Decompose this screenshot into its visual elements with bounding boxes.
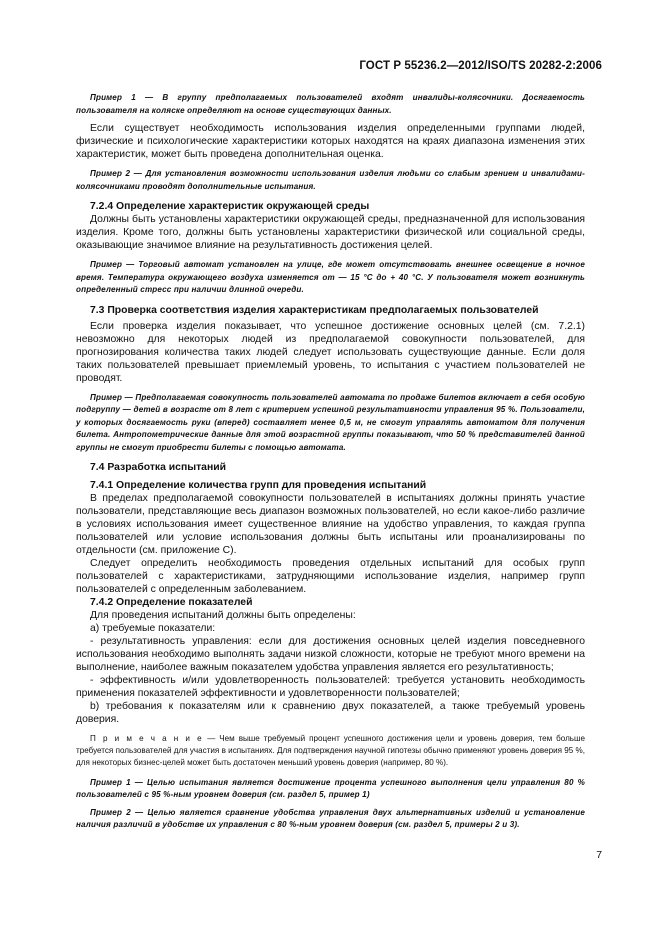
page-number: 7: [596, 850, 602, 861]
example-paragraph: Пример — Торговый автомат установлен на улице, где может отсутствовать внешнее освещение в ночное время. Температура окружающего воздуха изменяется от — 15 °С до + 40 °С. У пользователя может возникнуть определенный стресс при наличии длинной очереди.: [76, 260, 585, 294]
section-heading-7-4-1: 7.4.1 Определение количества групп для проведения испытаний: [90, 480, 427, 491]
section-heading-7-4: 7.4 Разработка испытаний: [90, 462, 227, 473]
example-paragraph: Пример — Предполагаемая совокупность пользователей автомата по продаже билетов включает в себя особую подгруппу — детей в возрасте от 8 лет с критерием успешной результативности управления 95 %. Пользователи, у которых досягаемость руки (вперед) составляет менее 0,5 м, не смогут управлять автоматом для получения билета. Антропометрические данные для этой возрастной группы показывают, что 50 % представителей данной группы не смогут приобрести билеты с помощью автомата.: [76, 392, 585, 452]
body-paragraph: В пределах предполагаемой совокупности пользователей в испытаниях должны принять участие пользователи, представляющие весь диапазон возможных пользователей, но если какое-либо различие в условиях использования имеет существенное влияние на удобство управления, то каждая группа пользователей или условие использования должны быть испытаны или проанализированы по отдельности (см. приложение С).: [76, 493, 585, 556]
list-item: - результативность управления: если для достижения основных целей изделия повседневного использования необходимо выполнять задачи низкой сложности, которые не требуют много времени на выполнение, наиболее важным показателем удобства управления является его результативность;: [76, 636, 585, 673]
note-text: — Чем выше требуемый процент успешного достижения цели и уровень доверия, тем больше требуется пользователей для участия в испытаниях. Для подтверждения научной гипотезы обычно применяют уровень доверия 95 %, для некоторых бизнес-целей может быть достаточен меньший уровень доверия (например, 80 %).: [76, 734, 585, 768]
body-paragraph: Должны быть установлены характеристики окружающей среды, предназначенной для использования изделия. Кроме того, должны быть установлены характеристики физической или социальной среды, оказывающие значимое влияние на результативность достижения целей.: [76, 214, 585, 251]
body-paragraph: Для проведения испытаний должны быть определены:: [90, 610, 356, 621]
example-paragraph: Пример 1 — В группу предполагаемых пользователей входят инвалиды-колясочники. Досягаемость пользователя на коляске определяют на основе существующих данных.: [76, 93, 585, 115]
note-label: П р и м е ч а н и е: [90, 734, 204, 743]
note-paragraph: [76, 733, 585, 770]
body-paragraph: Если проверка изделия показывает, что успешное достижение основных целей (см. 7.2.1) невозможно для некоторых людей из предполагаемой совокупности пользователей, для прогнозирования количества таких людей следует использовать существующие данные. Если доля таких пользователей превышает приемлемый уровень, то испытания с участием пользователей не проводят.: [76, 320, 585, 384]
body-paragraph: Следует определить необходимость проведения отдельных испытаний для особых групп пользователей с характеристиками, затрудняющими использование изделия, например групп пользователей с определенным заболеванием.: [76, 558, 585, 595]
list-item: - эффективность и/или удовлетворенность пользователей: требуется установить необходимость применения показателей эффективности и удовлетворенности пользователей;: [76, 675, 585, 699]
list-item: b) требования к показателям или к сравнению двух показателей, а также требуемый уровень доверия.: [76, 701, 585, 725]
list-item: а) требуемые показатели:: [90, 623, 216, 634]
page-content: [76, 92, 585, 832]
section-heading-7-2-4: 7.2.4 Определение характеристик окружающей среды: [90, 201, 370, 212]
example-paragraph: Пример 2 — Целью является сравнение удобства управления двух альтернативных изделий и установление наличия различий в удобстве их управления с 80 %-ным уровнем доверия (см. раздел 5, примеры 2 и 3).: [76, 807, 585, 830]
standard-header: ГОСТ Р 55236.2—2012/ISO/TS 20282-2:2006: [359, 60, 602, 72]
body-paragraph: Если существует необходимость использования изделия определенными группами людей, физические и психологические характеристики которых находятся на краях диапазона изменения этих характеристик, может быть проведена дополнительная оценка.: [76, 123, 585, 160]
section-heading-7-4-2: 7.4.2 Определение показателей: [90, 597, 253, 608]
example-paragraph: Пример 1 — Целью испытания является достижение процента успешного выполнения цели управления 80 % пользователей с 95 %-ным уровнем доверия (см. раздел 5, пример 1): [76, 777, 585, 800]
section-heading-7-3: 7.3 Проверка соответствия изделия характеристикам предполагаемых пользователей: [90, 304, 539, 316]
example-paragraph: Пример 2 — Для установления возможности использования изделия людьми со слабым зрением и инвалидами-колясочниками проводят дополнительные испытания.: [76, 169, 585, 191]
